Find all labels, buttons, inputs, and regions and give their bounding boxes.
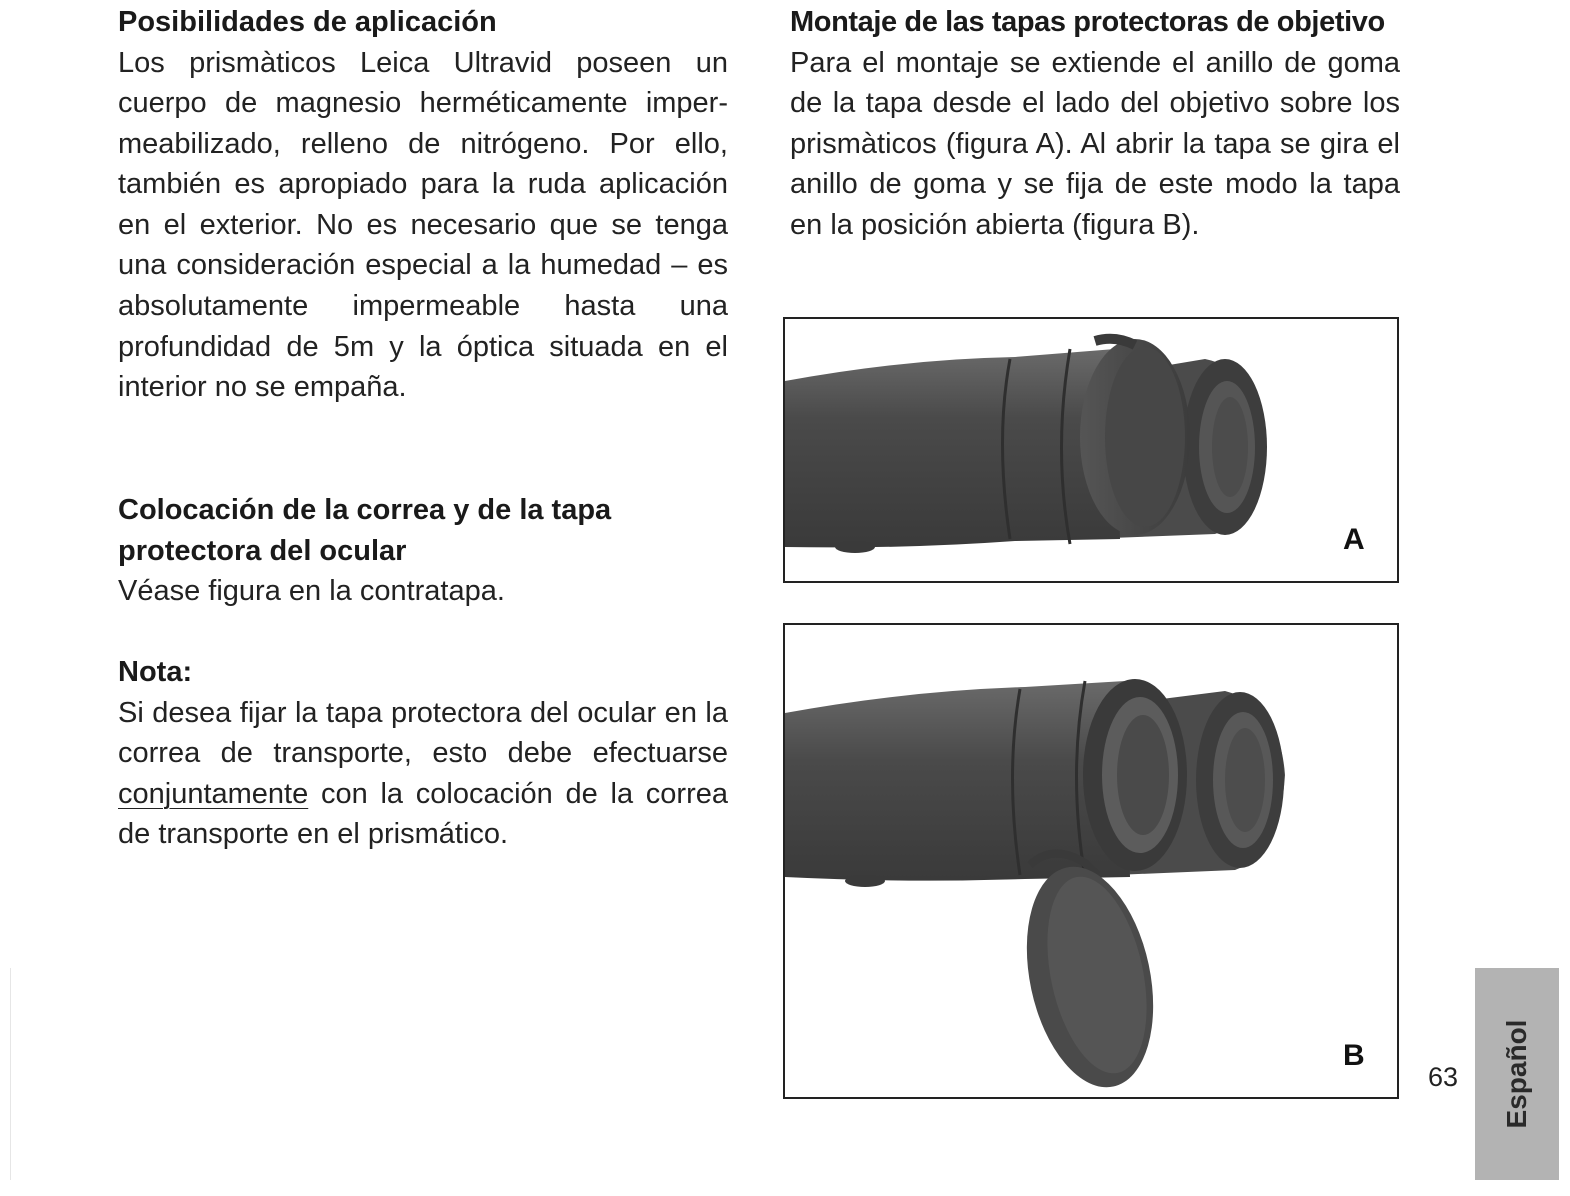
note-text [118, 693, 728, 855]
binoculars-cap-open-image [785, 625, 1397, 1097]
right-column [790, 2, 1400, 245]
note-text-after: con la colocación de la correa de transporte en el prismático. [118, 777, 728, 851]
figure-b [783, 623, 1399, 1099]
mounting-text: Para el montaje se extiende el anillo de goma de la tapa desde el lado del objetivo sobre los prismàticos (figura A). Al abrir la tapa se gira el anillo de goma y se fija de este modo la tapa en la posición abierta (figura B). [790, 46, 1400, 241]
margin-line [10, 968, 11, 1180]
left-column [118, 2, 728, 408]
figure-a [783, 317, 1399, 583]
heading-applications: Posibilidades de aplicación [118, 6, 497, 38]
note-text-underlined: conjuntamente [118, 777, 309, 810]
figure-b-label: B [1343, 1039, 1365, 1072]
binoculars-cap-closed-image [785, 319, 1397, 581]
figure-a-label: A [1343, 523, 1365, 556]
page-number: 63 [1428, 1062, 1459, 1092]
strap-section [118, 490, 728, 612]
strap-text: Véase figura en la contratapa. [118, 575, 505, 607]
heading-mounting: Montaje de las tapas protectoras de objetivo [790, 6, 1385, 38]
language-tab-label: Español [1501, 1019, 1532, 1129]
heading-strap: Colocación de la correa y de la tapa protectora del ocular [118, 494, 612, 567]
applications-text: Los prismàticos Leica Ultravid poseen un cuerpo de magnesio herméticamente imper-meabilizado, relleno de nitrógeno. Por ello, también es apropiado para la ruda aplicación en el exterior. No es necesario que se tenga una consideración especial a la humedad – es absolutamente impermeable hasta una profundidad de 5m y la óptica situada en el interior no se empaña. [118, 46, 728, 404]
note-section [118, 652, 728, 855]
heading-note: Nota: [118, 656, 193, 688]
language-tab [1475, 968, 1559, 1180]
note-text-before: Si desea fijar la tapa protectora del ocular en la correa de transporte, esto debe efectuarse [118, 696, 728, 770]
